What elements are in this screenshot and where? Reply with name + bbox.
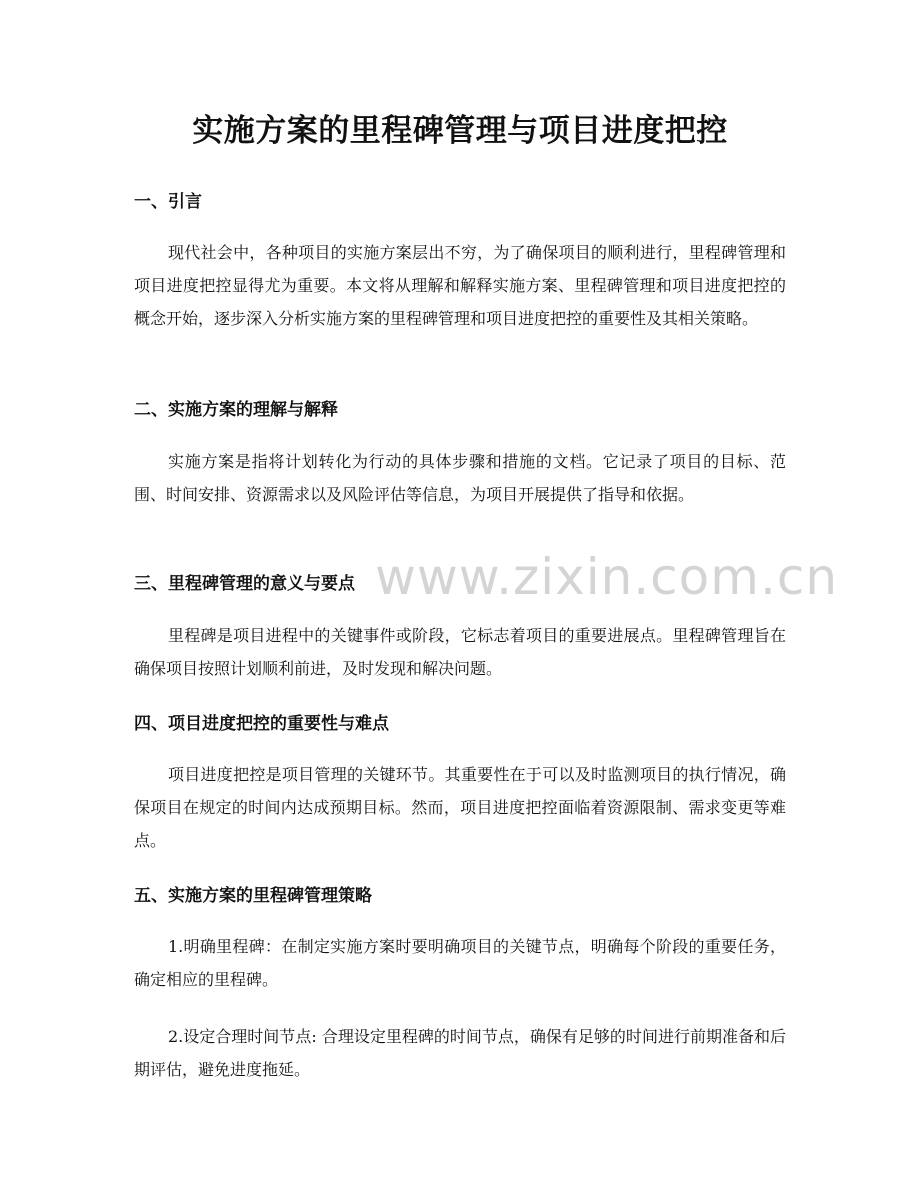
section-heading-plan-definition: 二、实施方案的理解与解释 <box>134 400 338 420</box>
paragraph-strategy-2: 2.设定合理时间节点: 合理设定里程碑的时间节点，确保有足够的时间进行前期准备和后期评估，避免进度拖延。 <box>134 1027 786 1079</box>
section-heading-intro: 一、引言 <box>134 192 202 212</box>
paragraph-milestone-meaning: 里程碑是项目进程中的关键事件或阶段，它标志着项目的重要进展点。里程碑管理旨在确保项目按照计划顺利前进，及时发现和解决问题。 <box>134 626 786 678</box>
document-title: 实施方案的里程碑管理与项目进度把控 <box>192 113 728 149</box>
paragraph-strategy-1: 1.明确里程碑：在制定实施方案时要明确项目的关键节点，明确每个阶段的重要任务，确定相应的里程碑。 <box>134 937 786 989</box>
section-heading-milestone-strategy: 五、实施方案的里程碑管理策略 <box>134 886 372 906</box>
watermark-text: www.zixin.com.cn <box>375 548 839 606</box>
paragraph-intro: 现代社会中，各种项目的实施方案层出不穷，为了确保项目的顺利进行，里程碑管理和项目进度把控显得尤为重要。本文将从理解和解释实施方案、里程碑管理和项目进度把控的概念开始，逐步深入分析实施方案的里程碑管理和项目进度把控的重要性及其相关策略。 <box>134 243 786 328</box>
paragraph-progress-control: 项目进度把控是项目管理的关键环节。其重要性在于可以及时监测项目的执行情况，确保项目在规定的时间内达成预期目标。然而，项目进度把控面临着资源限制、需求变更等难点。 <box>134 765 786 850</box>
section-heading-progress-control: 四、项目进度把控的重要性与难点 <box>134 714 389 734</box>
section-heading-milestone-meaning: 三、里程碑管理的意义与要点 <box>134 574 355 594</box>
paragraph-plan-definition: 实施方案是指将计划转化为行动的具体步骤和措施的文档。它记录了项目的目标、范围、时间安排、资源需求以及风险评估等信息，为项目开展提供了指导和依据。 <box>134 452 786 504</box>
